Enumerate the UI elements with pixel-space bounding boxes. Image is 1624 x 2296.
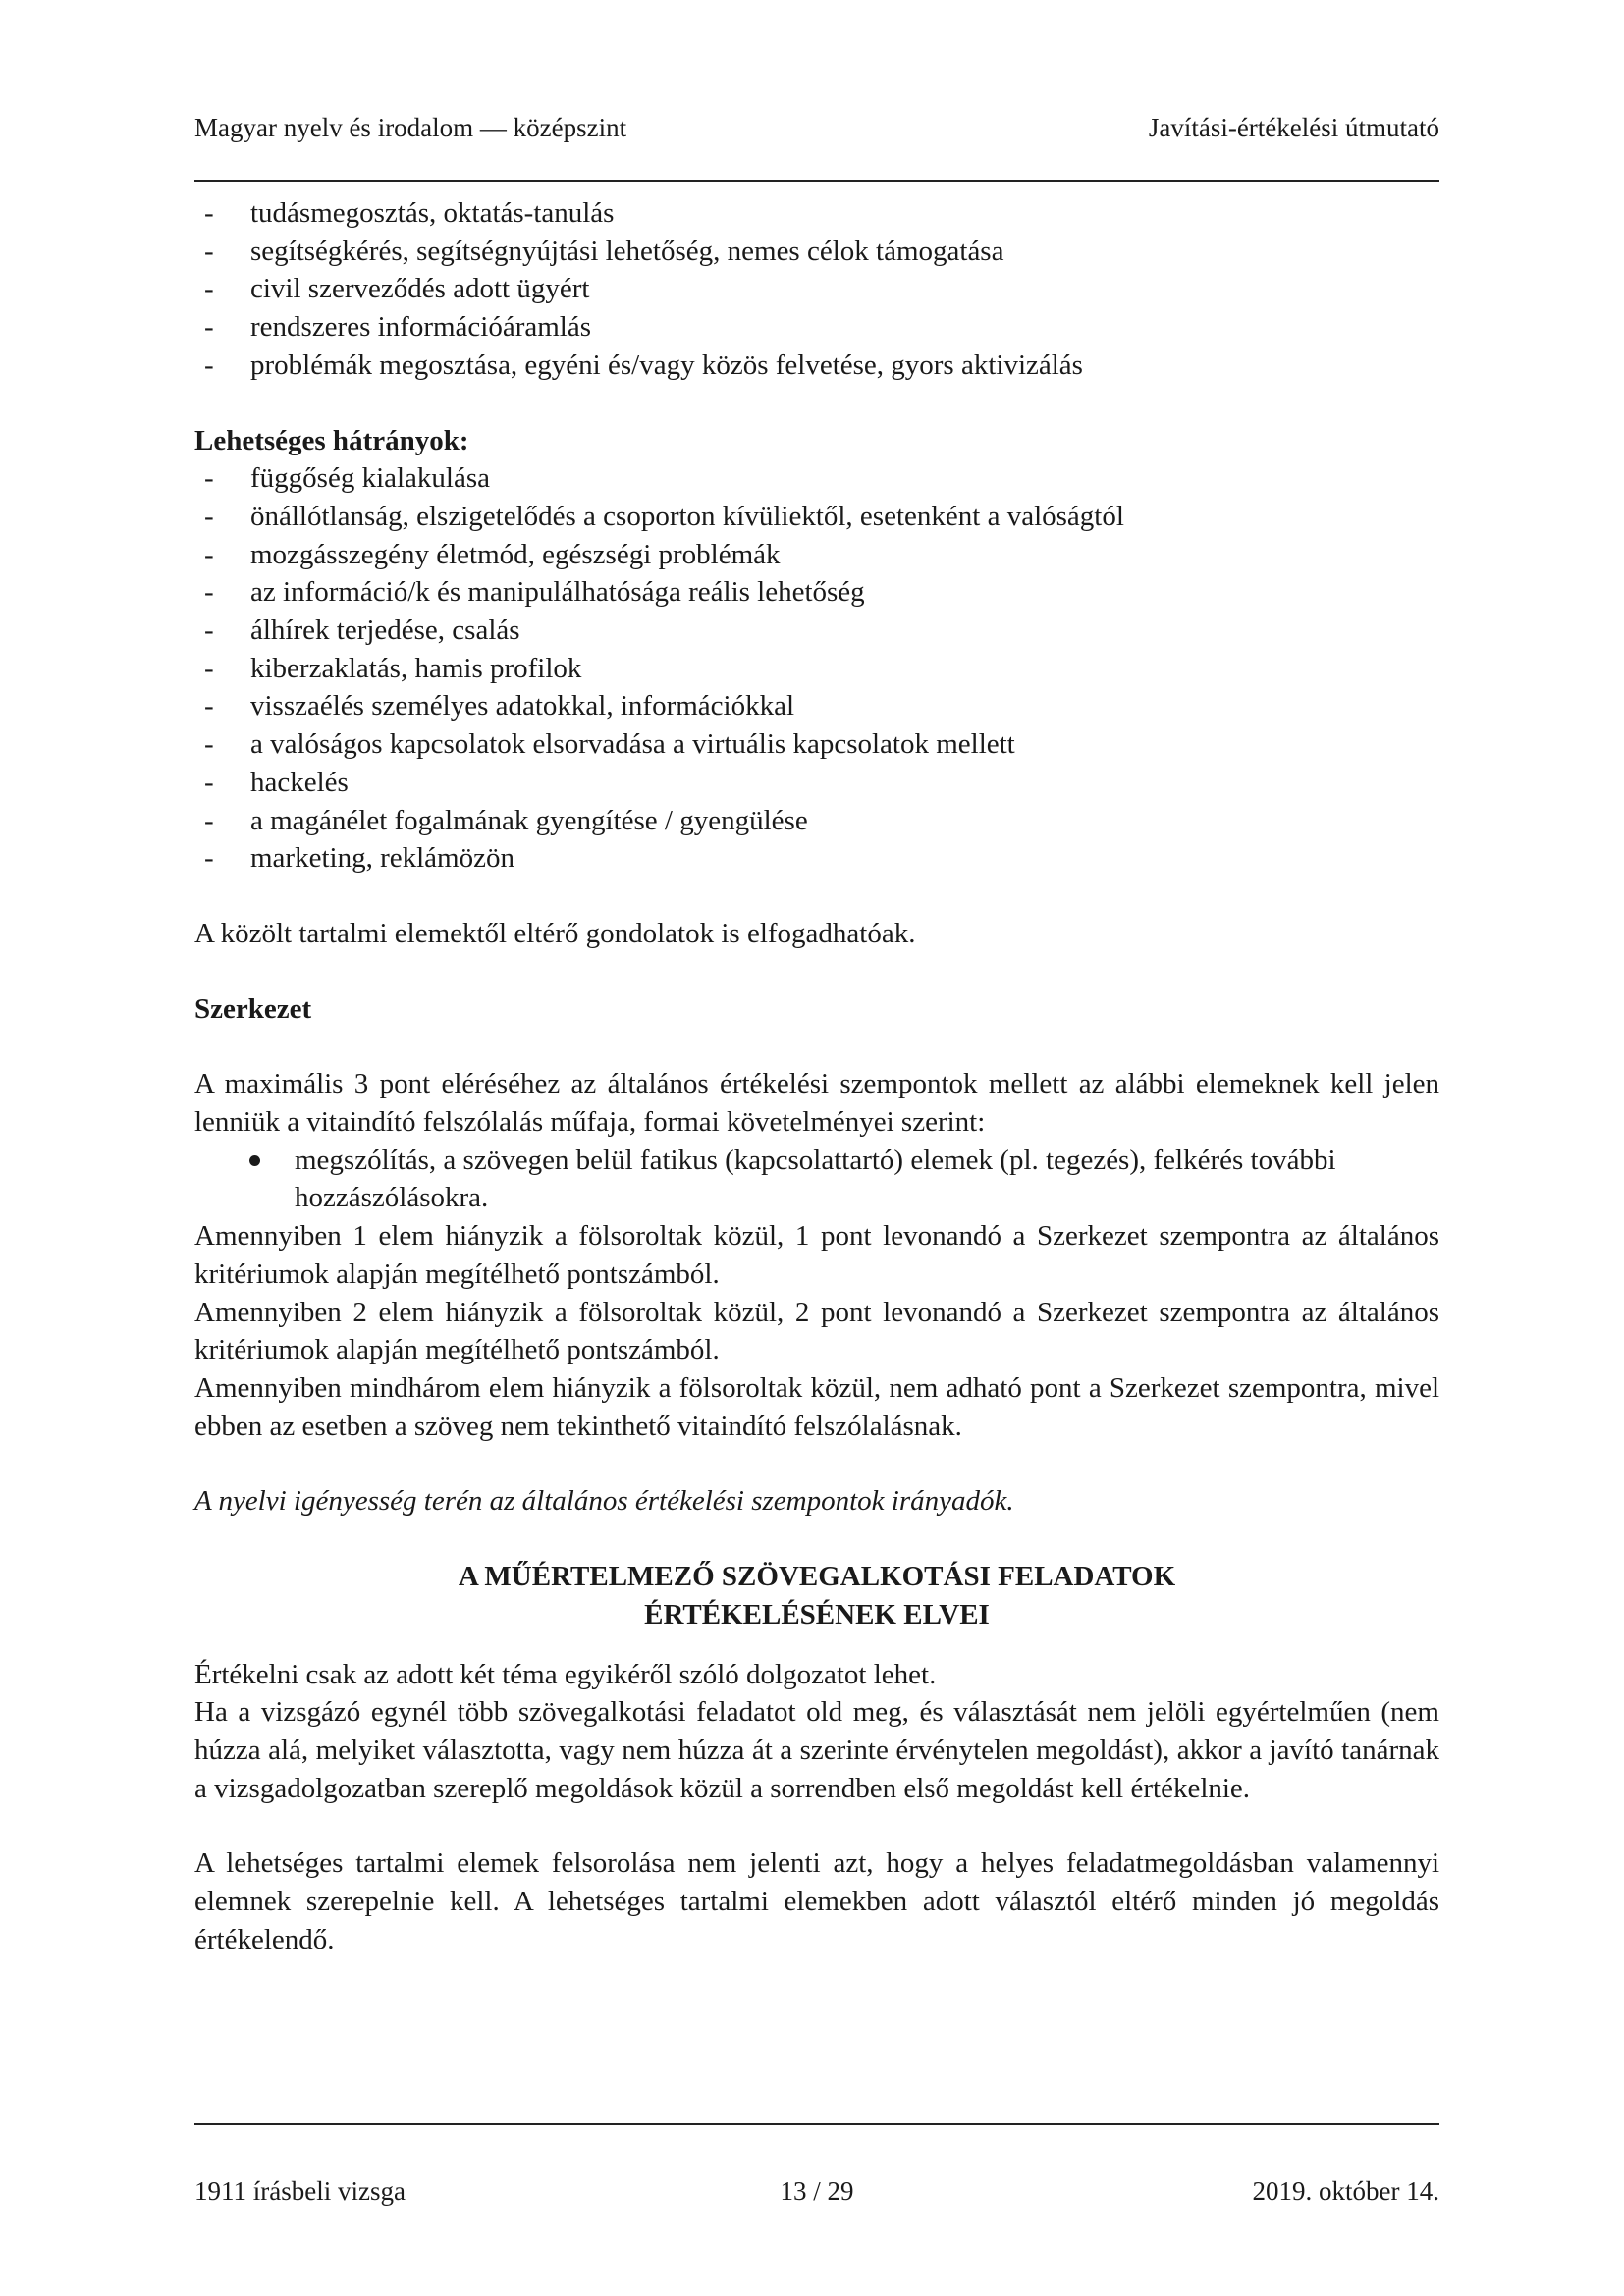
header-rule xyxy=(194,180,1439,182)
structure-bullets xyxy=(194,1142,1439,1217)
structure-rule-3: Amennyiben mindhárom elem hiányzik a fölsoroltak közül, nem adható pont a Szerkezet szempontra, mivel ebben az esetben a szöveg nem tekinthető vitaindító felszólalásnak. xyxy=(194,1371,1439,1442)
structure-rule-1: Amennyiben 1 elem hiányzik a fölsoroltak közül, 1 pont levonandó a Szerkezet szempontra az általános kritériumok alapján megítélhető pontszámból. xyxy=(194,1220,1439,1290)
list-item: - álhírek terjedése, csalás xyxy=(194,612,1439,650)
list-item: - az információ/k és manipulálhatósága reális lehetőség xyxy=(194,573,1439,612)
structure-intro: A maximális 3 pont eléréséhez az általános értékelési szempontok mellett az alábbi elemeknek kell jelen lenniük a vitaindító felszólalás műfaja, formai követelményei szerint: xyxy=(194,1068,1439,1139)
footer-right: 2019. október 14. xyxy=(1252,2176,1439,2206)
header-right: Javítási-értékelési útmutató xyxy=(1148,113,1439,142)
list-item: - marketing, reklámözön xyxy=(194,839,1439,878)
accept-note: A közölt tartalmi elemektől eltérő gondolatok is elfogadhatóak. xyxy=(194,917,916,949)
list-item: - függőség kialakulása xyxy=(194,459,1439,498)
advantages-list xyxy=(194,194,1439,385)
page-number: 13 / 29 xyxy=(780,2176,854,2206)
language-note: A nyelvi igényesség terén az általános értékelési szempontok irányadók. xyxy=(194,1485,1014,1518)
list-item: - kiberzaklatás, hamis profilok xyxy=(194,650,1439,688)
list-item: - önállótlanság, elszigetelődés a csoporton kívüliektől, esetenként a valóságtól xyxy=(194,498,1439,536)
section-title-line-2: ÉRTÉKELÉSÉNEK ELVEI xyxy=(644,1598,990,1630)
list-item: - tudásmegosztás, oktatás-tanulás xyxy=(194,194,1439,233)
section-paragraph-2: Ha a vizsgázó egynél több szövegalkotási feladatot old meg, és választását nem jelöli egyértelműen (nem húzza alá, melyiket választotta, vagy nem húzza át a szerinte érvénytelen megoldást), akkor a javító tanárnak a vizsgadolgozatban szereplő megoldások közül a sorrendben első megoldást kell értékelnie. xyxy=(194,1696,1439,1804)
list-item xyxy=(194,1142,1439,1217)
page-header xyxy=(194,108,1439,147)
bullet-text: megszólítás, a szövegen belül fatikus (kapcsolattartó) elemek (pl. tegezés), felkérés további hozzászólásokra. xyxy=(295,1144,1336,1214)
page-body xyxy=(194,194,1439,1958)
footer-left: 1911 írásbeli vizsga xyxy=(194,2176,406,2206)
section-title-line-1: A MŰÉRTELMEZŐ SZÖVEGALKOTÁSI FELADATOK xyxy=(458,1561,1176,1593)
disadvantages-list xyxy=(194,459,1439,878)
structure-heading: Szerkezet xyxy=(194,992,312,1025)
list-item: - segítségkérés, segítségnyújtási lehetőség, nemes célok támogatása xyxy=(194,233,1439,271)
list-item: - a valóságos kapcsolatok elsorvadása a virtuális kapcsolatok mellett xyxy=(194,725,1439,764)
list-item: - hackelés xyxy=(194,764,1439,802)
disadvantages-heading: Lehetséges hátrányok: xyxy=(194,424,469,456)
list-item: - visszaélés személyes adatokkal, információkkal xyxy=(194,687,1439,725)
list-item: - problémák megosztása, egyéni és/vagy közös felvetése, gyors aktivizálás xyxy=(194,347,1439,385)
structure-rule-2: Amennyiben 2 elem hiányzik a fölsoroltak közül, 2 pont levonandó a Szerkezet szempontra az általános kritériumok alapján megítélhető pontszámból. xyxy=(194,1296,1439,1366)
section-paragraph-3: A lehetséges tartalmi elemek felsorolása nem jelenti azt, hogy a helyes feladatmegoldásban valamennyi elemnek szerepelnie kell. A lehetséges tartalmi elemekben adott választól eltérő minden jó megoldás értékelendő. xyxy=(194,1847,1439,1955)
section-paragraph-1: Értékelni csak az adott két téma egyikéről szóló dolgozatot lehet. xyxy=(194,1658,937,1690)
page-footer xyxy=(194,2171,1439,2211)
list-item: - civil szerveződés adott ügyért xyxy=(194,270,1439,308)
bullet-icon xyxy=(249,1155,260,1166)
list-item: - mozgásszegény életmód, egészségi problémák xyxy=(194,536,1439,574)
footer-rule xyxy=(194,2123,1439,2125)
section-title xyxy=(194,1558,1439,1633)
list-item: - a magánélet fogalmának gyengítése / gyengülése xyxy=(194,802,1439,840)
header-left: Magyar nyelv és irodalom — középszint xyxy=(194,113,627,142)
list-item: - rendszeres információáramlás xyxy=(194,308,1439,347)
